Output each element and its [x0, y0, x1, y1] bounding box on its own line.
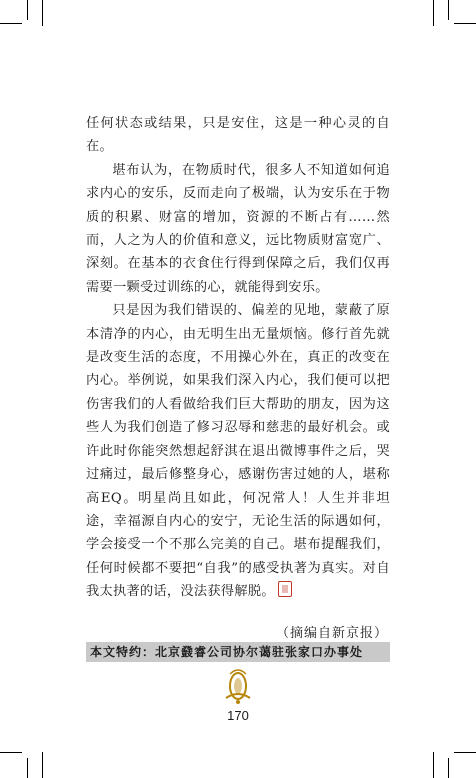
- article-body: [86, 112, 390, 604]
- paragraph: [86, 299, 390, 603]
- page-number: 170: [227, 708, 249, 723]
- source-credit: （摘编自新京报）: [275, 626, 388, 641]
- lotus-ornament-icon: [214, 668, 262, 706]
- paragraph: 堪布认为，在物质时代，很多人不知道如何追求内心的安乐，反而走向了极端，认为安乐在于物质的积累、财富的增加，资源的不断占有……然而，人之为人的价值和意义，远比物质财富宽广、深刻。在基本的衣食住行得到保障之后，我们仅再需要一颗受过训练的心，就能得到安乐。: [86, 162, 390, 295]
- sponsor-notice: 本文特约：北京鼗睿公司协尔蔼驻张家口办事处: [86, 642, 390, 662]
- end-seal-icon: [278, 581, 292, 597]
- paragraph-text: 只是因为我们错误的、偏差的见地，蒙蔽了原本清净的内心，由无明生出无量烦恼。修行首先就是改变生活的态度，不用操心外在，真正的改变在内心。举例说，如果我们深入内心，我们便可以把伤害我们的人看做给我们巨大帮助的朋友，因为这些人为我们创造了修习忍辱和慈悲的最好机会。或许此时你能突然想起舒淇在退出微博事件之后，哭过痛过，最后修整身心，感谢伤害过她的人，堪称高EQ。明星尚且如此，何况常人！人生并非坦途，幸福源自内心的安宁，无论生活的际遇如何，学会接受一个不那么完美的自己。堪布提醒我们，任何时候都不要把“自我”的感受执著为真实。对自我太执著的话，没法获得解脱。: [86, 303, 390, 600]
- paragraph: 任何状态或结果，只是安住，这是一种心灵的自在。: [86, 116, 390, 155]
